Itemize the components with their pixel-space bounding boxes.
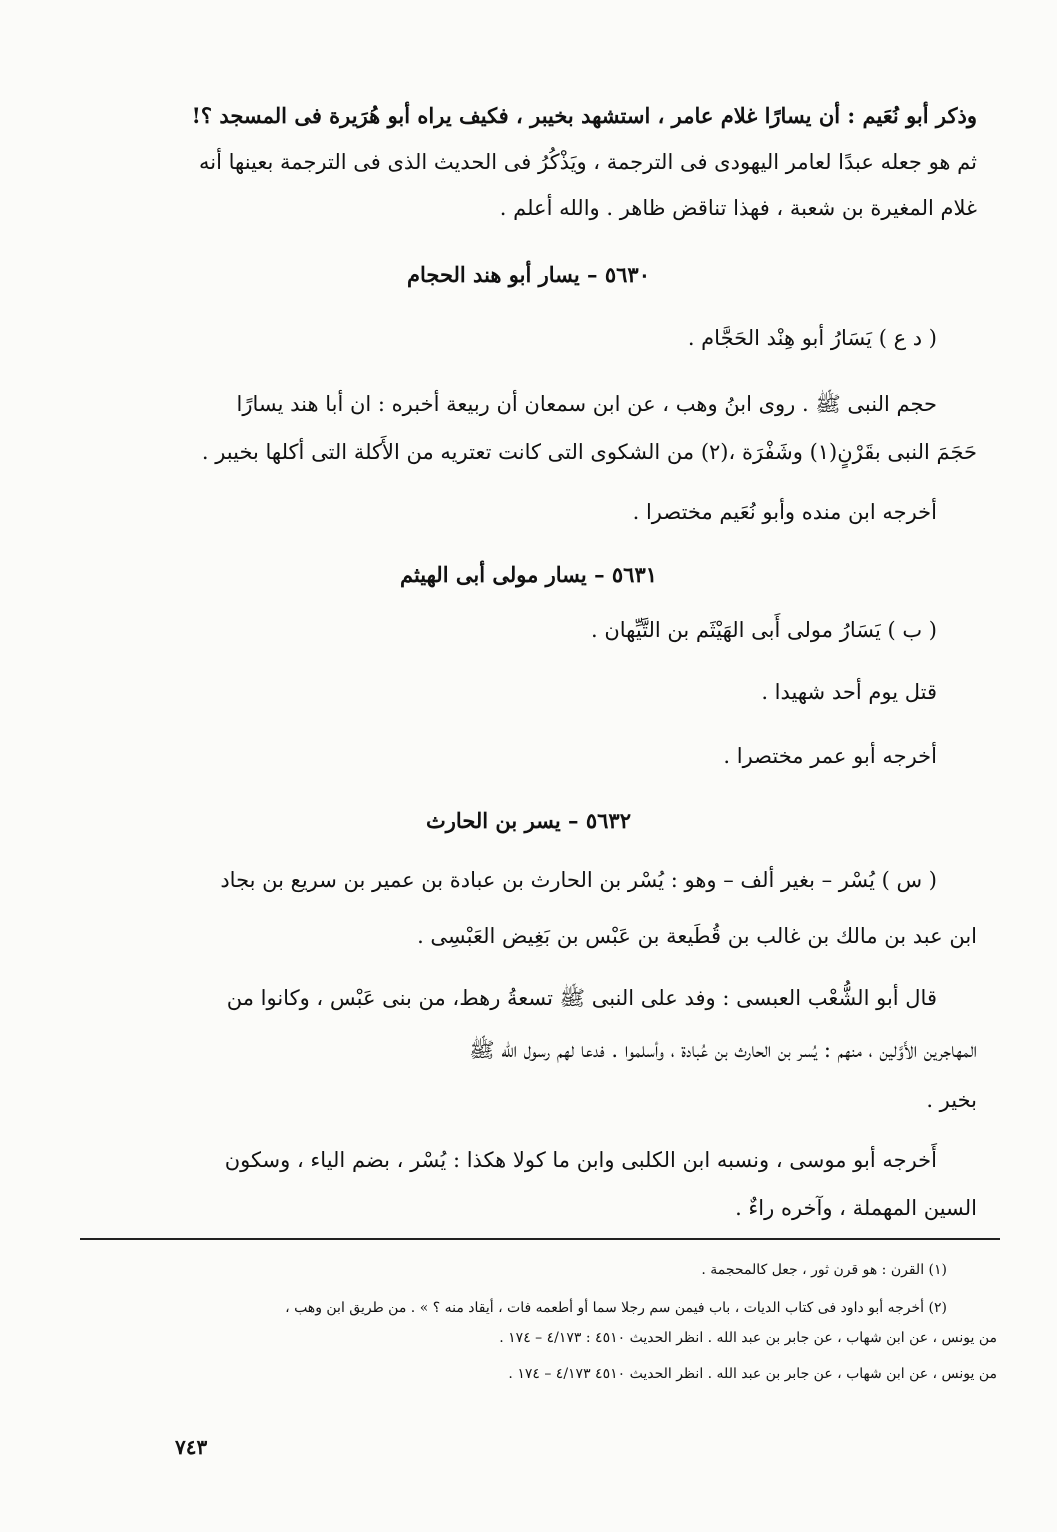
entry-5632-line: ( س ) يُسْر – بغير ألف – وهو : يُسْر بن الحارث بن عبادة بن عمير بن سريع بن بجاد xyxy=(220,868,937,892)
entry-5632-heading: ٥٦٣٢ – يسر بن الحارث xyxy=(426,808,631,833)
entry-5630-line: حجم النبى ﷺ . روى ابنُ وهب ، عن ابن سمعان أن ربيعة أخبره : ان أبا هند يسارًا xyxy=(236,392,937,416)
entry-5630-line: حَجَمَ النبى بقَرْنٍ(١) وشَفْرَة ،(٢) من الشكوى التى كانت تعتريه من الأَكلة التى أكلها بخيبر . xyxy=(201,440,977,464)
entry-5632-line: المهاجرين الأَوَّلين ، منهم : يُسر بن الحارث بن عُبادة ، وأسلموا . فدعا لهم رسول الله ﷺ xyxy=(469,1038,977,1062)
entry-5632-line: قال أبو الشُّعْب العبسى : وفد على النبى ﷺ تسعةُ رهط، من بنى عَبْس ، وكانوا من xyxy=(226,986,937,1010)
entry-5630-heading: ٥٦٣٠ – يسار أبو هند الحجام xyxy=(406,262,650,287)
intro-line-3: غلام المغيرة بن شعبة ، فهذا تناقض ظاهر . والله أعلم . xyxy=(499,196,977,220)
entry-5632-line: بخير . xyxy=(926,1088,977,1112)
footnote-divider xyxy=(80,1238,1000,1240)
footnote-2: (٢) أخرجه أبو داود فى كتاب الديات ، باب فيمن سم رجلا سما أو أطعمه فات ، أيقاد منه ؟ » . من طريق ابن وهب ، xyxy=(285,1300,947,1316)
entry-5632-line: أَخرجه أبو موسى ، ونسبه ابن الكلبى وابن ما كولا هكذا : يُسْر ، بضم الياء ، وسكون xyxy=(224,1148,937,1172)
entry-5631-line: أخرجه أبو عمر مختصرا . xyxy=(723,744,937,768)
page-number: ٧٤٣ xyxy=(175,1435,208,1459)
entry-5630-line: أخرجه ابن منده وأبو نُعَيم مختصرا . xyxy=(632,500,937,524)
footnote-1: (١) القرن : هو قرن ثور ، جعل كالمحجمة . xyxy=(701,1262,947,1278)
entry-5631-heading: ٥٦٣١ – يسار مولى أبى الهيثم xyxy=(399,562,658,587)
entry-5632-line: السين المهملة ، وآخره راءٌ . xyxy=(735,1196,977,1220)
entry-5632-line: ابن عبد بن مالك بن غالب بن قُطَيعة بن عَبْس بن بَغِيض العَبْسِى . xyxy=(417,924,977,948)
entry-5631-line: قتل يوم أحد شهيدا . xyxy=(761,680,937,704)
entry-5630-line: ( د ع ) يَسَارُ أبو هِنْد الحَجَّام . xyxy=(687,326,937,350)
intro-line-1: وذكر أبو نُعَيم : أن يسارًا غلام عامر ، استشهد بخيبر ، فكيف يراه أبو هُرَيرة فى المسجد ؟! xyxy=(191,103,977,128)
intro-line-2: ثم هو جعله عبدًا لعامر اليهودى فى الترجمة ، ويَذْكُرُ فى الحديث الذى فى الترجمة بعينها أنه xyxy=(199,150,977,174)
footnote-2-continuation: من يونس ، عن ابن شهاب ، عن جابر بن عبد الله . انظر الحديث ٤٥١٠ : ٤/١٧٣ – ١٧٤ . xyxy=(499,1330,997,1346)
footnote-2-continuation-duplicate: من يونس ، عن ابن شهاب ، عن جابر بن عبد الله . انظر الحديث ٤٥١٠ ٤/١٧٣ – ١٧٤ . xyxy=(508,1366,997,1382)
entry-5631-line: ( ب ) يَسَارُ مولى أَبى الهَيْثَم بن التَّيِّهان . xyxy=(590,618,937,642)
